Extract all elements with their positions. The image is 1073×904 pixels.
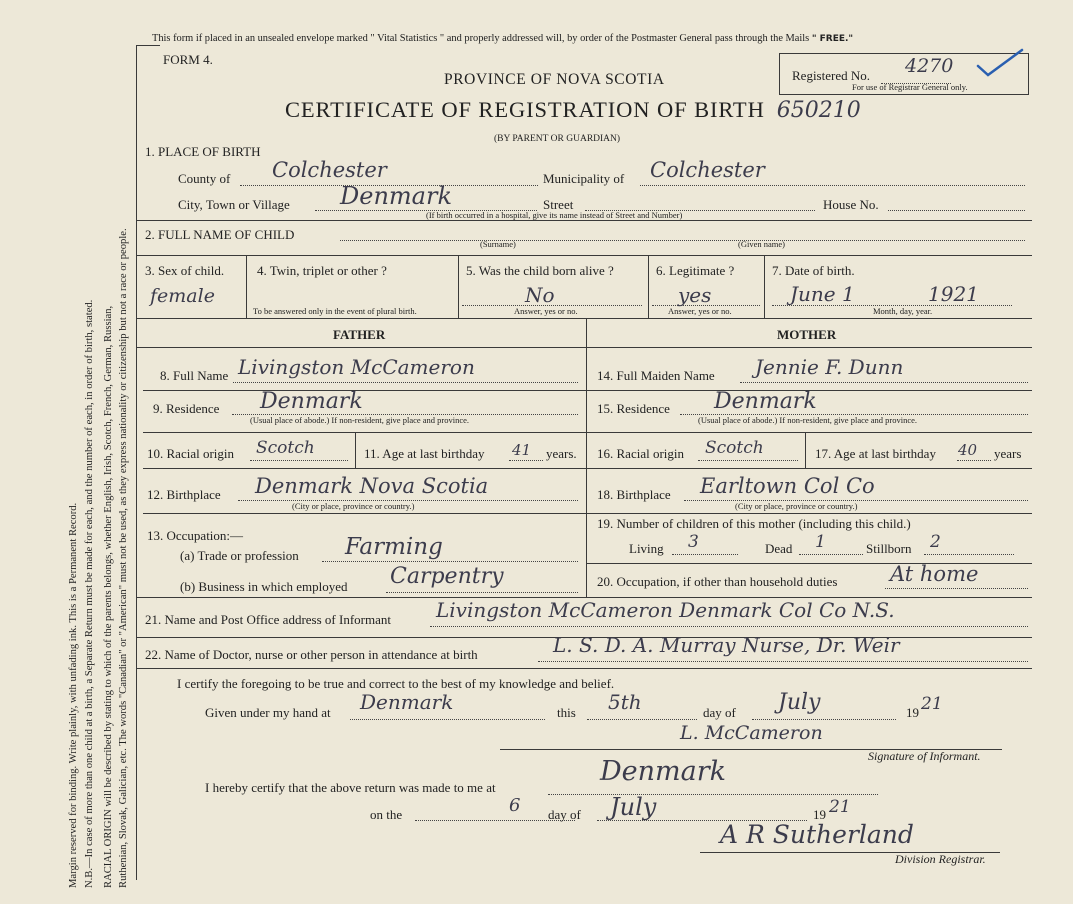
col-div-3	[648, 255, 649, 318]
father-rule-4	[143, 513, 586, 514]
father-age-divider	[355, 432, 356, 468]
county-value: Colchester	[272, 158, 387, 182]
registrar-signature: A R Sutherland	[720, 820, 914, 849]
city-label: City, Town or Village	[178, 197, 290, 212]
father-occupation-label: 13. Occupation:—	[147, 528, 244, 543]
rule-3	[136, 318, 1032, 319]
mother-rule-4	[586, 513, 1032, 514]
father-birthplace-label: 12. Birthplace	[147, 487, 221, 502]
mother-residence-value: Denmark	[714, 389, 817, 414]
child-name-heading: 2. FULL NAME OF CHILD	[145, 227, 295, 242]
rule-2	[136, 255, 1032, 256]
living-value: 3	[688, 532, 699, 552]
stillborn-label: Stillborn	[866, 541, 912, 556]
dead-label: Dead	[765, 541, 793, 556]
given-day-of-label: day of	[703, 705, 736, 720]
certify-statement: I certify the foregoing to be true and correct to the best of my knowledge and belief.	[177, 676, 615, 691]
registered-number: 4270	[905, 55, 954, 77]
registrar-year-prefix: 19	[813, 807, 826, 822]
given-name-note: (Given name)	[738, 239, 785, 249]
child-name-line	[340, 240, 1025, 241]
mother-birthplace-note: (City or place, province or country.)	[735, 501, 858, 511]
frame-top	[136, 45, 160, 46]
mother-name-value: Jennie F. Dunn	[755, 355, 904, 379]
given-year-value: 21	[921, 694, 943, 714]
father-business-line	[386, 592, 578, 593]
house-label: House No.	[823, 197, 879, 212]
title-number: 650210	[776, 98, 861, 123]
mother-birthplace-value: Earltown Col Co	[700, 474, 875, 498]
mother-race-label: 16. Racial origin	[597, 446, 685, 461]
doctor-value: L. S. D. A. Murray Nurse, Dr. Weir	[553, 633, 900, 657]
legit-label: 6. Legitimate ?	[656, 263, 735, 278]
sex-label: 3. Sex of child.	[145, 263, 225, 278]
province-heading: PROVINCE OF NOVA SCOTIA	[444, 71, 665, 88]
registered-label: Registered No.	[792, 68, 870, 83]
father-residence-note: (Usual place of abode.) If non-resident, give place and province.	[250, 415, 470, 425]
check-mark-icon	[974, 46, 1026, 80]
doctor-line	[538, 661, 1028, 662]
father-rule-2	[143, 432, 586, 433]
alive-label: 5. Was the child born alive ?	[466, 263, 614, 278]
dead-value: 1	[815, 532, 826, 552]
surname-note: (Surname)	[480, 239, 516, 249]
legit-value: yes	[678, 283, 712, 307]
registrar-day-value: 6	[509, 795, 521, 816]
alive-value: No	[525, 283, 555, 307]
mother-residence-label: 15. Residence	[597, 401, 670, 416]
mother-race-value: Scotch	[705, 438, 764, 458]
date-note: Month, day, year.	[873, 306, 933, 316]
municipality-value: Colchester	[650, 158, 765, 182]
given-label: Given under my hand at	[205, 705, 331, 720]
rule-7	[136, 668, 1032, 669]
registrar-day-of-label: day of	[548, 807, 581, 822]
stillborn-value: 2	[930, 532, 941, 552]
mother-name-label: 14. Full Maiden Name	[597, 368, 715, 383]
legit-note: Answer, yes or no.	[668, 306, 732, 316]
mother-name-line	[740, 382, 1028, 383]
mother-race-line	[698, 460, 798, 461]
mother-residence-note: (Usual place of abode.) If non-resident, give place and province.	[698, 415, 918, 425]
father-rule-1	[143, 390, 586, 391]
registrar-month-value: July	[610, 793, 657, 821]
col-div-4	[764, 255, 765, 318]
signature-label: Signature of Informant.	[868, 749, 981, 763]
birth-year-value: 1921	[928, 282, 979, 306]
father-birthplace-value: Denmark Nova Scotia	[255, 474, 489, 498]
twin-label: 4. Twin, triplet or other ?	[257, 263, 387, 278]
given-place-value: Denmark	[360, 690, 454, 714]
margin-note-1: Margin reserved for binding. Write plainly, with unfading ink. This is a Permanent Record.	[68, 502, 79, 888]
registrar-sign-label: Division Registrar.	[895, 852, 986, 866]
mother-birthplace-label: 18. Birthplace	[597, 487, 671, 502]
father-rule-3	[143, 468, 586, 469]
registrar-place-line	[548, 794, 878, 795]
this-label: this	[557, 705, 576, 720]
parent-divider	[586, 318, 587, 597]
date-value: June 1	[790, 282, 855, 306]
mother-heading: MOTHER	[777, 327, 837, 342]
frame-left	[136, 45, 137, 880]
margin-note-3: RACIAL ORIGIN will be described by stating to which of the parents belongs, whether English, Irish, Scotch, French, German, Russian,	[103, 305, 114, 888]
municipality-line	[640, 185, 1025, 186]
father-trade-value: Farming	[345, 534, 443, 560]
margin-note-2: N.B.—In case of more than one child at a birth, a Separate Return must be made for each, and the number of each, in order of birth, stated.	[84, 299, 95, 888]
house-line	[888, 210, 1025, 211]
informant-value: Livingston McCameron Denmark Col Co N.S.	[436, 598, 895, 622]
given-day-value: 5th	[608, 690, 642, 714]
mother-occupation-label: 20. Occupation, if other than household duties	[597, 574, 838, 589]
form-number: FORM 4.	[163, 52, 213, 67]
given-place-line	[350, 719, 545, 720]
given-year-prefix: 19	[906, 705, 919, 720]
father-business-label: (b) Business in which employed	[180, 579, 348, 594]
date-label: 7. Date of birth.	[772, 263, 855, 278]
father-trade-label: (a) Trade or profession	[180, 548, 299, 563]
father-race-value: Scotch	[256, 438, 315, 458]
mother-years-label: years	[994, 446, 1022, 461]
registrar-on-label: on the	[370, 807, 403, 822]
father-business-value: Carpentry	[390, 564, 504, 589]
twin-note: To be answered only in the event of plural birth.	[253, 306, 417, 316]
mother-rule-2	[586, 432, 1032, 433]
registrar-place-value: Denmark	[600, 756, 726, 787]
rule-1	[136, 220, 1032, 221]
father-age-line	[509, 460, 543, 461]
given-month-value: July	[778, 690, 821, 715]
living-label: Living	[629, 541, 664, 556]
living-line	[672, 554, 738, 555]
father-age-value: 41	[512, 441, 532, 459]
father-heading: FATHER	[333, 327, 386, 342]
dead-line	[799, 554, 863, 555]
informant-label: 21. Name and Post Office address of Informant	[145, 612, 391, 627]
rule-4	[136, 347, 1032, 348]
father-name-value: Livingston McCameron	[238, 355, 475, 379]
free-stamp: " FREE."	[811, 34, 854, 44]
father-race-label: 10. Racial origin	[147, 446, 235, 461]
col-div-2	[458, 255, 459, 318]
margin-note-4: Ruthenian, Slovak, Galician, etc. The words "Canadian" or "American" must not be used, as they express nationality or citizenship but not a race or people.	[118, 228, 129, 888]
father-trade-line	[322, 561, 578, 562]
registrar-year-value: 21	[829, 797, 851, 817]
father-years-label: years.	[546, 446, 577, 461]
sex-value: female	[150, 285, 215, 307]
municipality-label: Municipality of	[543, 171, 625, 186]
mother-occupation-line	[885, 588, 1028, 589]
father-age-label: 11. Age at last birthday	[364, 446, 485, 461]
title-text: CERTIFICATE OF REGISTRATION OF BIRTH	[285, 97, 765, 122]
certificate-title	[285, 97, 861, 123]
county-label: County of	[178, 171, 231, 186]
given-day-line	[587, 719, 697, 720]
doctor-label: 22. Name of Doctor, nurse or other person in attendance at birth	[145, 647, 478, 662]
street-label: Street	[543, 197, 574, 212]
subtitle: (BY PARENT OR GUARDIAN)	[494, 134, 621, 144]
mother-rule-3	[586, 468, 1032, 469]
mother-occupation-value: At home	[890, 562, 979, 586]
father-birthplace-note: (City or place, province or country.)	[292, 501, 415, 511]
stillborn-line	[924, 554, 1014, 555]
registered-note: For use of Registrar General only.	[852, 82, 968, 92]
postal-note: This form if placed in an unsealed envelope marked " Vital Statistics " and properly addressed will, by order of the Postmaster General pass through the Mails	[152, 33, 810, 44]
street-note: (If birth occurred in a hospital, give its name instead of Street and Number)	[426, 210, 683, 220]
city-value: Denmark	[340, 182, 452, 210]
father-residence-value: Denmark	[260, 389, 363, 414]
informant-signature: L. McCameron	[680, 722, 823, 744]
father-name-label: 8. Full Name	[160, 368, 229, 383]
registrar-statement: I hereby certify that the above return was made to me at	[205, 780, 496, 795]
informant-line	[430, 626, 1028, 627]
col-div-1	[246, 255, 247, 318]
mother-age-divider	[805, 432, 806, 468]
children-label: 19. Number of children of this mother (including this child.)	[597, 516, 911, 531]
father-race-line	[250, 460, 348, 461]
mother-age-value: 40	[958, 441, 978, 459]
father-residence-label: 9. Residence	[153, 401, 220, 416]
given-month-line	[752, 719, 896, 720]
mother-age-label: 17. Age at last birthday	[815, 446, 936, 461]
father-name-line	[233, 382, 578, 383]
mother-age-line	[957, 460, 991, 461]
place-of-birth-heading: 1. PLACE OF BIRTH	[145, 144, 261, 159]
alive-note: Answer, yes or no.	[514, 306, 578, 316]
top-note	[152, 33, 853, 44]
